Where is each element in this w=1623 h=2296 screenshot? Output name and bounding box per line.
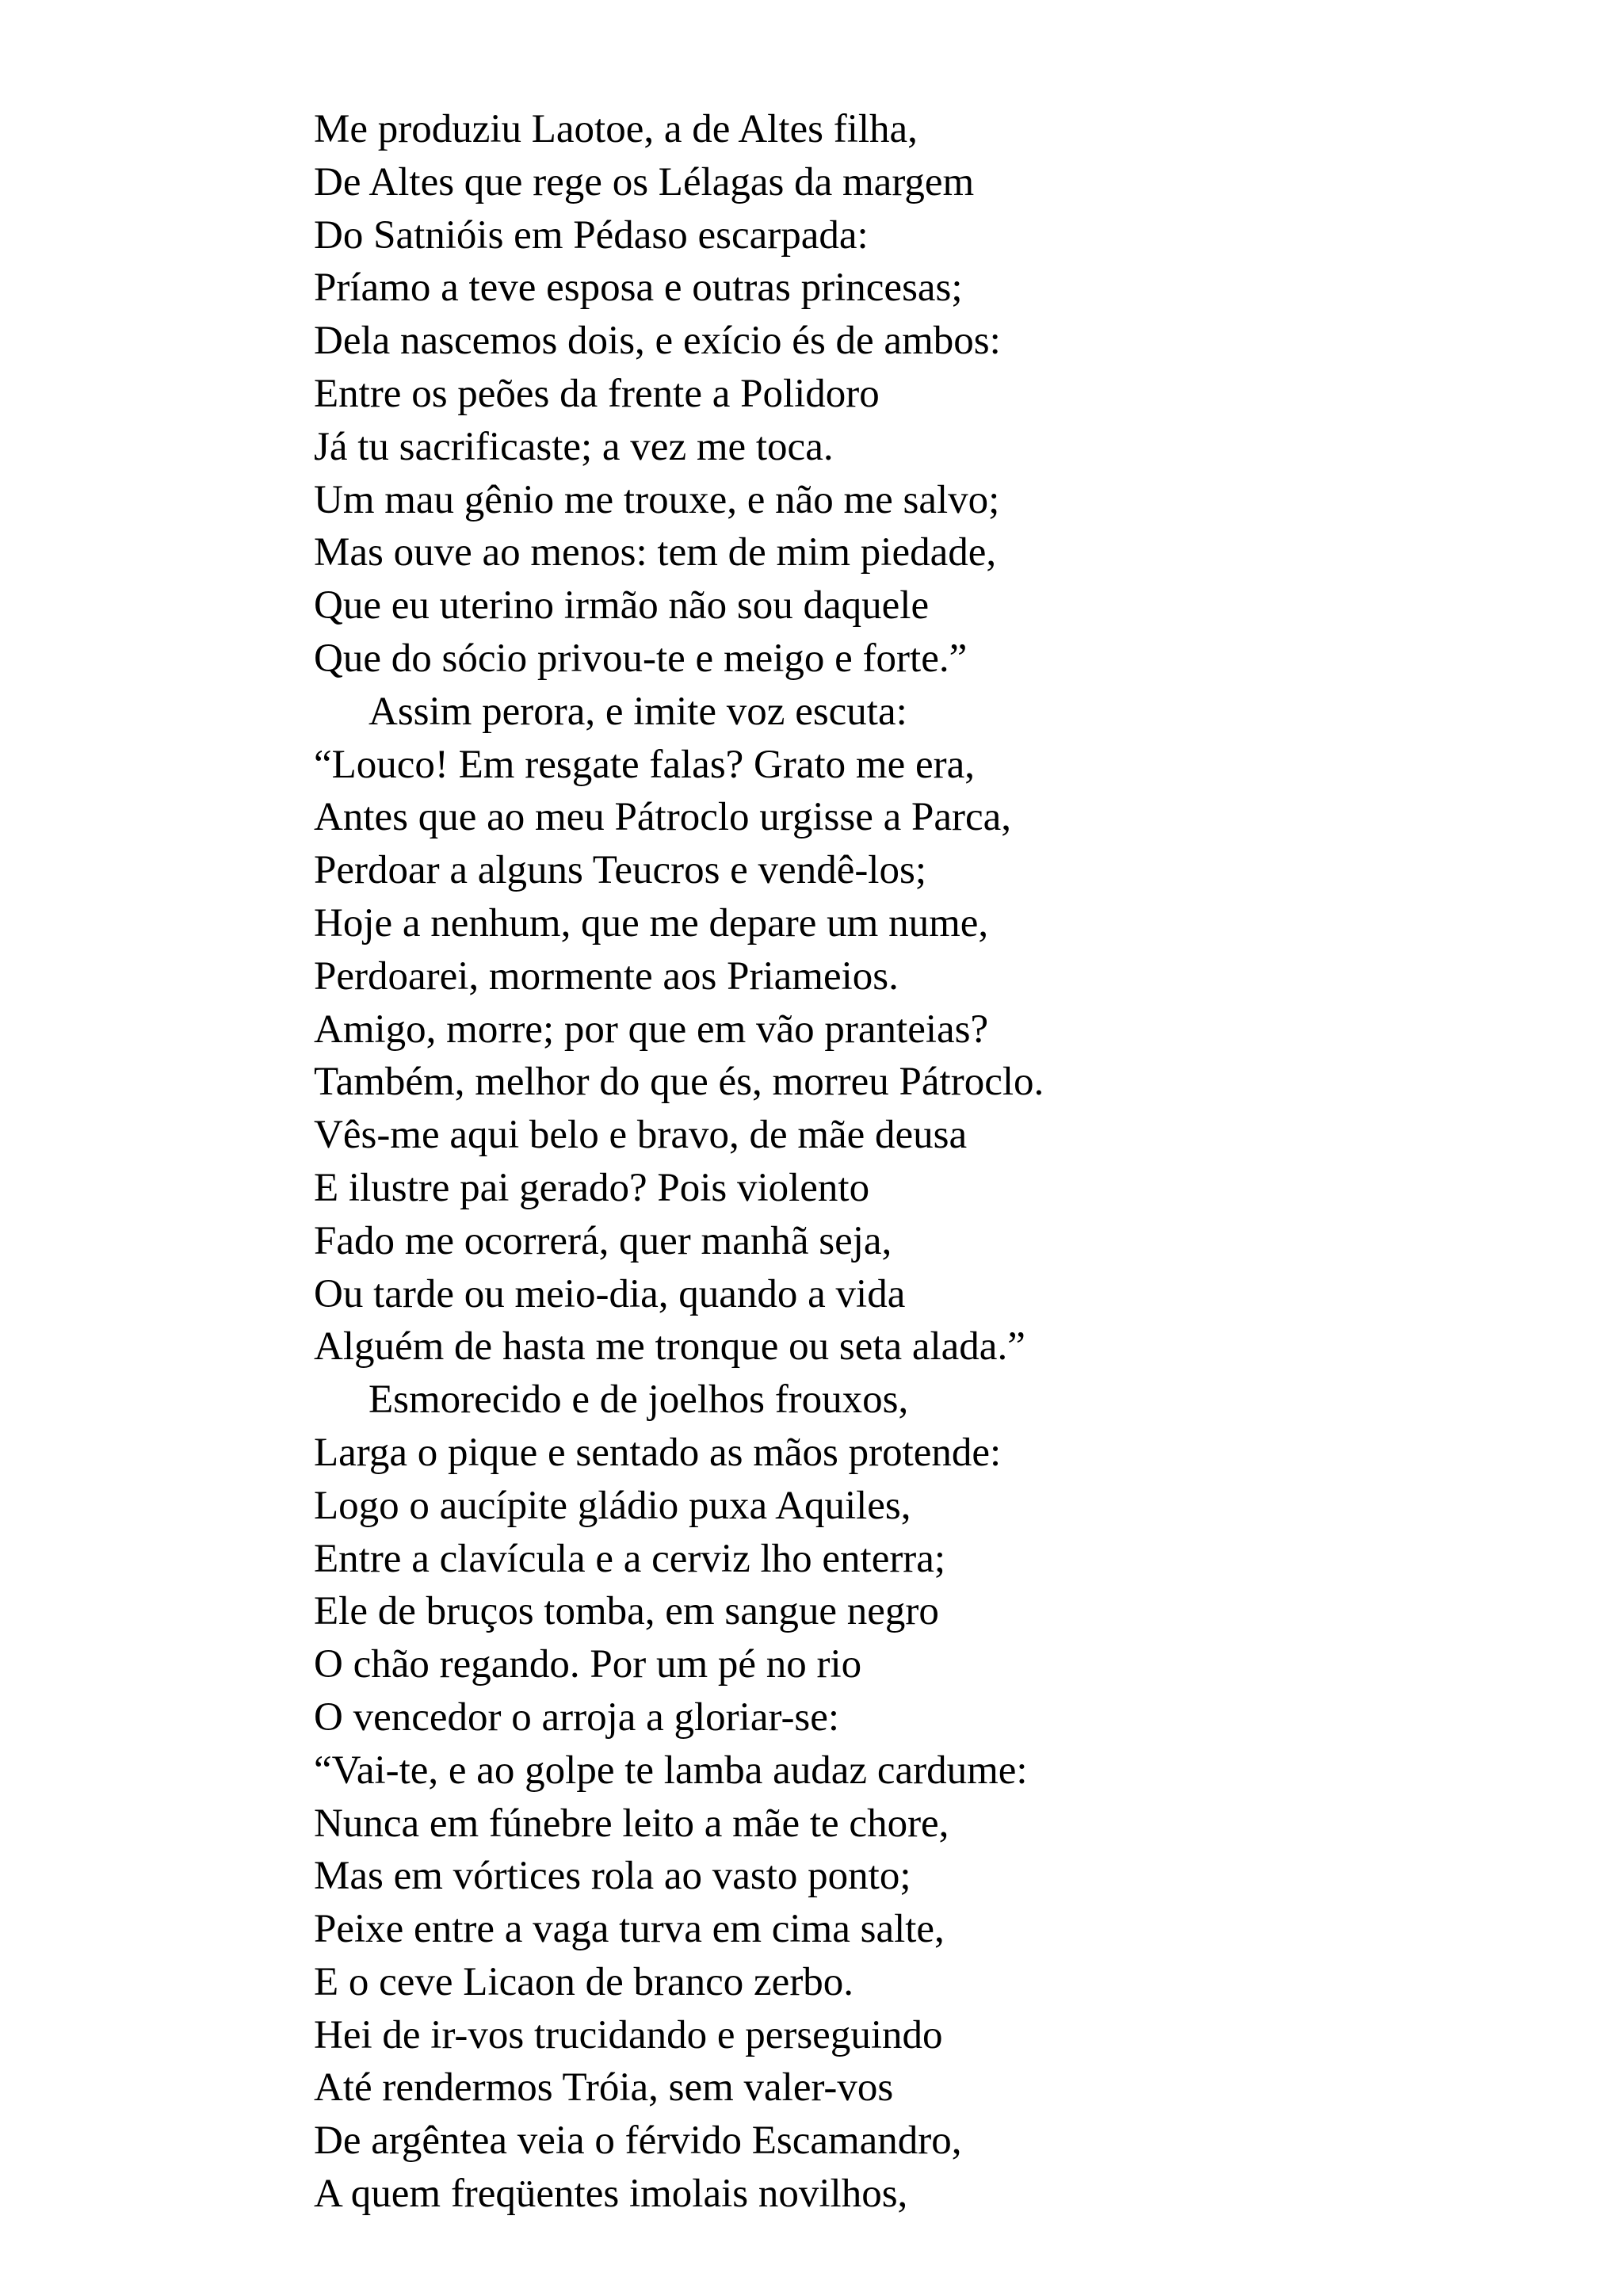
verse-line: Vês-me aqui belo e bravo, de mãe deusa <box>314 1113 968 1158</box>
verse-line: Me produziu Laotoe, a de Altes filha, <box>314 107 918 151</box>
verse-line: Ele de bruços tomba, em sangue negro <box>314 1589 939 1634</box>
verse-line: A quem freqüentes imolais novilhos, <box>314 2172 908 2217</box>
verse-line: Hoje a nenhum, que me depare um nume, <box>314 900 989 946</box>
verse-line: Mas em vórtices rola ao vasto ponto; <box>314 1854 911 1899</box>
verse-line: “Louco! Em resgate falas? Grato me era, <box>314 742 975 787</box>
verse-line: Logo o aucípite gládio puxa Aquiles, <box>314 1483 911 1528</box>
verse-line: Príamo a teve esposa e outras princesas; <box>314 266 963 311</box>
verse-line: E o ceve Licaon de branco zerbo. <box>314 1959 854 2004</box>
verse-line: Larga o pique e sentado as mãos protende: <box>314 1430 1002 1475</box>
verse-line: “Vai-te, e ao golpe te lamba audaz cardume: <box>314 1748 1028 1793</box>
verse-line: Mas ouve ao menos: tem de mim piedade, <box>314 530 997 575</box>
verse-line: Perdoar a alguns Teucros e vendê-los; <box>314 848 926 893</box>
verse-line: Perdoarei, mormente aos Priameios. <box>314 953 899 999</box>
verse-line: Entre os peões da frente a Polidoro <box>314 371 880 416</box>
verse-line: O vencedor o arroja a gloriar-se: <box>314 1694 840 1740</box>
verse-line: Amigo, morre; por que em vão pranteias? <box>314 1007 989 1052</box>
verse-line: Peixe entre a vaga turva em cima salte, <box>314 1907 945 1952</box>
verse-line: Que eu uterino irmão não sou daquele <box>314 583 930 628</box>
verse-line: Do Satnióis em Pédaso escarpada: <box>314 212 869 258</box>
verse-line: E ilustre pai gerado? Pois violento <box>314 1165 870 1210</box>
verse-line: Entre a clavícula e a cerviz lho enterra; <box>314 1536 946 1581</box>
verse-line: Já tu sacrificaste; a vez me toca. <box>314 424 834 469</box>
verse-line: Hei de ir-vos trucidando e perseguindo <box>314 2012 943 2057</box>
verse-line: Dela nascemos dois, e exício és de ambos: <box>314 319 1001 364</box>
verse-line: Nunca em fúnebre leito a mãe te chore, <box>314 1801 949 1846</box>
verse-line: De argêntea veia o férvido Escamandro, <box>314 2118 962 2164</box>
poem-text <box>314 103 1550 2221</box>
verse-line: Fado me ocorrerá, quer manhã seja, <box>314 1218 892 1263</box>
verse-line: Alguém de hasta me tronque ou seta alada.” <box>314 1324 1025 1370</box>
verse-line: Antes que ao meu Pátroclo urgisse a Parca, <box>314 795 1011 840</box>
verse-line: Que do sócio privou-te e meigo e forte.” <box>314 636 968 681</box>
verse-line: Até rendermos Tróia, sem valer-vos <box>314 2065 894 2111</box>
verse-line: Um mau gênio me trouxe, e não me salvo; <box>314 477 1000 522</box>
verse-line: Também, melhor do que és, morreu Pátroclo. <box>314 1060 1044 1105</box>
verse-line: Esmorecido e de joelhos frouxos, <box>369 1377 909 1423</box>
verse-line: Ou tarde ou meio-dia, quando a vida <box>314 1271 906 1316</box>
verse-line: O chão regando. Por um pé no rio <box>314 1642 862 1687</box>
verse-line: De Altes que rege os Lélagas da margem <box>314 159 975 204</box>
verse-line: Assim perora, e imite voz escuta: <box>369 689 907 734</box>
